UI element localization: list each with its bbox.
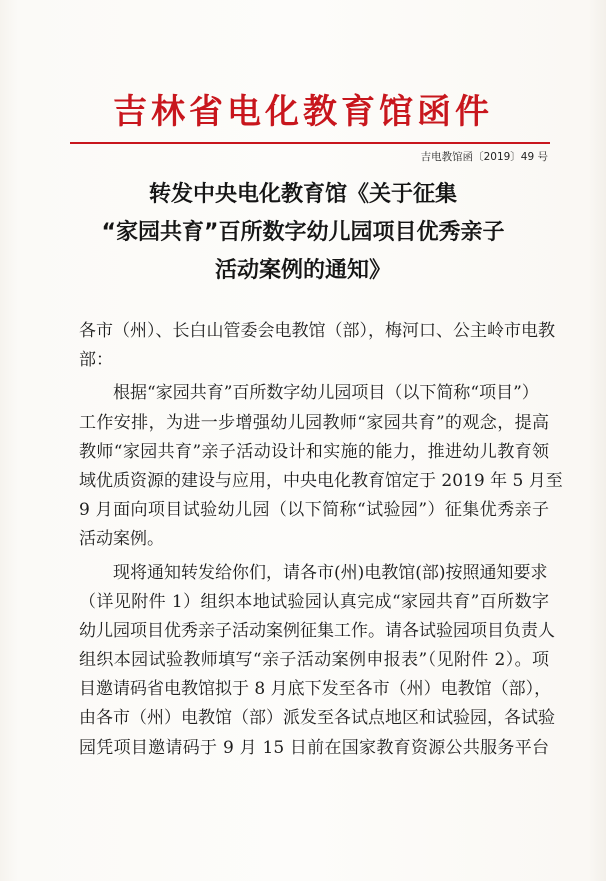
paragraph-1 (79, 379, 563, 554)
paragraph-line: 活动案例。 (79, 529, 164, 550)
document-title-line: 活动案例的通知》 (214, 258, 391, 283)
paragraph-line: 园凭项目邀请码于 9 月 15 日前在国家教育资源公共服务平台 (79, 737, 549, 758)
paragraph-2 (79, 559, 555, 763)
paragraph-line: 由各市（州）电教馆（部）派发至各试点地区和试验园，各试验 (79, 708, 555, 729)
salutation-line: 各市（州）、长白山管委会电教馆（部），梅河口、公主岭市电教 (79, 321, 555, 341)
document-body (79, 317, 563, 763)
paragraph-line: （详见附件 1）组织本地试验园认真完成“家园共育”百所数字 (79, 591, 549, 612)
paragraph-line: 现将通知转发给你们，请各市(州)电教馆(部)按照通知要求 (113, 562, 548, 583)
paragraph-line: 域优质资源的建设与应用，中央电化教育馆定于 2019 年 5 月至 (79, 470, 563, 491)
document-number: 吉电教馆函〔2019〕49 号 (420, 151, 548, 163)
letterhead-title: 吉林省电化教育馆函件 (113, 92, 493, 132)
paragraph-line: 工作安排，为进一步增强幼儿园教师“家园共育”的观念，提高 (79, 412, 549, 433)
paragraph-line: 根据“家园共育”百所数字幼儿园项目（以下简称“项目”） (113, 383, 539, 404)
paragraph-line: 幼儿园项目优秀亲子活动案例征集工作。请各试验园项目负责人 (79, 620, 555, 641)
salutation (79, 317, 555, 375)
salutation-line: 部： (79, 350, 113, 371)
document-title-line: 转发中央电化教育馆《关于征集 (148, 182, 457, 207)
paragraph-line: 目邀请码省电教馆拟于 8 月底下发至各市（州）电教馆（部）， (79, 679, 552, 700)
paragraph-line: 组织本园试验教师填写“亲子活动案例申报表”（见附件 2）。项 (79, 650, 549, 671)
document-title-line: “家园共育”百所数字幼儿园项目优秀亲子 (101, 220, 505, 245)
paragraph-line: 9 月面向项目试验幼儿园（以下简称“试验园”）征集优秀亲子 (79, 500, 549, 521)
letterhead-red-rule (70, 142, 550, 144)
document-title (0, 176, 606, 290)
paragraph-line: 教师“家园共育”亲子活动设计和实施的能力，推进幼儿教育领 (79, 441, 549, 462)
